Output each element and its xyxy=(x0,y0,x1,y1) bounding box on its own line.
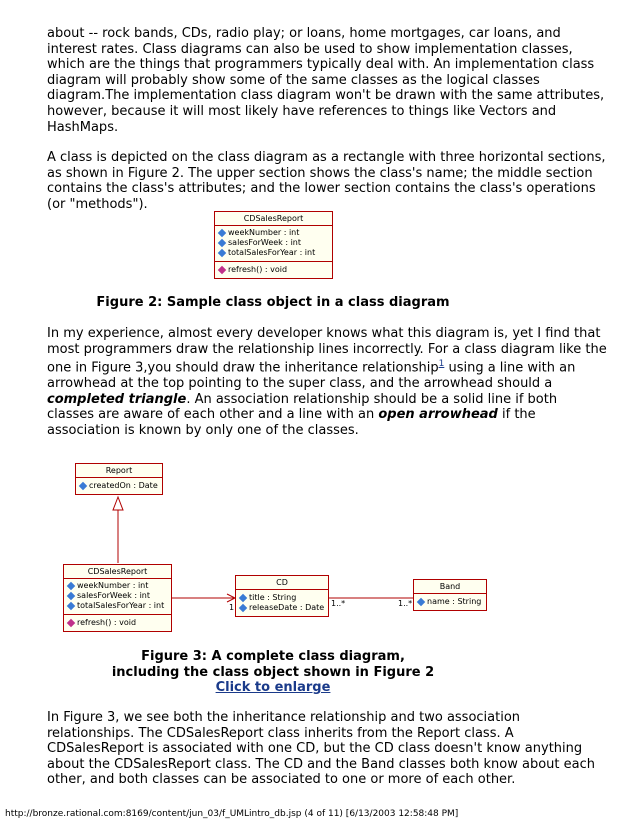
paragraph-relationships: In my experience, almost every developer knows what this diagram is, yet I find that most programmers draw the relationship lines incorrectly. For a class diagram like the one in Figure 3,you should draw the inheritance relationship$^1$ using a line with an arrowhead at the top pointing to the super class, and the arrowhead should a completed triangle. An association relationship should be a solid line if both classes are aware of each other and a line with an open arrowhead if the association is known by only one of the classes. xyxy=(47,326,607,438)
band-attributes xyxy=(414,594,486,610)
band-class-name: Band xyxy=(414,580,486,594)
cdsales-attribute: weekNumber : int xyxy=(67,581,168,591)
paragraph-figure3-explanation: In Figure 3, we see both the inheritance relationship and two association relationships. The CDSalesReport class inherits from the Report class. A CDSalesReport is associated with one CD, but the CD class doesn't know anything about the CDSalesReport class. The CD and the Band classes both know about each other, and both classes can be associated to one or more of each other. xyxy=(47,710,595,788)
cd-class-name: CD xyxy=(236,576,328,590)
paragraph-intro: about -- rock bands, CDs, radio play; or loans, home mortgages, car loans, and interest rates. Class diagrams can also be used to show implementation classes, which are the things that programmers typically deal with. An implementation class diagram will probably show some of the same classes as the logical classes diagram.The implementation class diagram won't be drawn with the same attributes, however, because it will most likely have references to things like Vectors and HashMaps. xyxy=(47,26,605,135)
cdsales-operations xyxy=(64,615,171,631)
fig2-attribute: totalSalesForYear : int xyxy=(218,248,329,258)
fig2-attribute: weekNumber : int xyxy=(218,228,329,238)
cd-attributes xyxy=(236,590,328,616)
attribute-icon xyxy=(239,593,247,601)
operation-icon xyxy=(67,618,75,626)
cd-attribute: releaseDate : Date xyxy=(239,603,325,613)
fig3-caption-line1: Figure 3: A complete class diagram, xyxy=(141,649,405,664)
fig2-operation: refresh() : void xyxy=(218,265,329,275)
fig3-cdsales-box xyxy=(63,564,172,632)
fig3-cd-box xyxy=(235,575,329,617)
cdsales-attributes xyxy=(64,579,171,615)
fig2-attribute: salesForWeek : int xyxy=(218,238,329,248)
cdsales-class-name: CDSalesReport xyxy=(64,565,171,579)
band-attribute: name : String xyxy=(417,597,483,607)
fig3-caption-line2: including the class object shown in Figure 2 xyxy=(111,664,435,680)
cdsales-operation: refresh() : void xyxy=(67,618,168,628)
multiplicity-band-left: 1..* xyxy=(398,599,413,608)
report-attribute: createdOn : Date xyxy=(79,481,159,491)
attribute-icon xyxy=(239,603,247,611)
click-to-enlarge-link[interactable]: Click to enlarge xyxy=(215,680,331,696)
attribute-icon xyxy=(67,591,75,599)
cdsales-attribute: totalSalesForYear : int xyxy=(67,601,168,611)
page-footer-url: http://bronze.rational.com:8169/content/jun_03/f_UMLintro_db.jsp (4 of 11) [6/13/2003 12:58:48 PM] xyxy=(5,809,459,819)
multiplicity-cd-left: 1 xyxy=(229,603,235,612)
attribute-icon xyxy=(67,581,75,589)
fig3-caption xyxy=(47,649,499,696)
paragraph-figure3-explanation-wrap xyxy=(47,710,607,788)
fig3-band-box xyxy=(413,579,487,611)
fig3-report-box xyxy=(75,463,163,495)
fig2-class-name: CDSalesReport xyxy=(215,212,332,226)
attribute-icon xyxy=(417,597,425,605)
multiplicity-cd-right: 1..* xyxy=(331,599,346,608)
paragraph-class-description: A class is depicted on the class diagram as a rectangle with three horizontal sections, as shown in Figure 2. The upper section shows the class's name; the middle section contains the class's attributes; and the lower section contains the class's operations (or "methods"). xyxy=(47,150,606,212)
report-attributes xyxy=(76,478,162,494)
fig2-caption: Figure 2: Sample class object in a class diagram xyxy=(96,295,450,310)
report-class-name: Report xyxy=(76,464,162,478)
cd-attribute: title : String xyxy=(239,593,325,603)
footnote-link[interactable]: 1 xyxy=(438,359,445,370)
attribute-icon xyxy=(79,481,87,489)
inheritance-triangle xyxy=(113,497,123,510)
cdsales-attribute: salesForWeek : int xyxy=(67,591,168,601)
attribute-icon xyxy=(67,601,75,609)
